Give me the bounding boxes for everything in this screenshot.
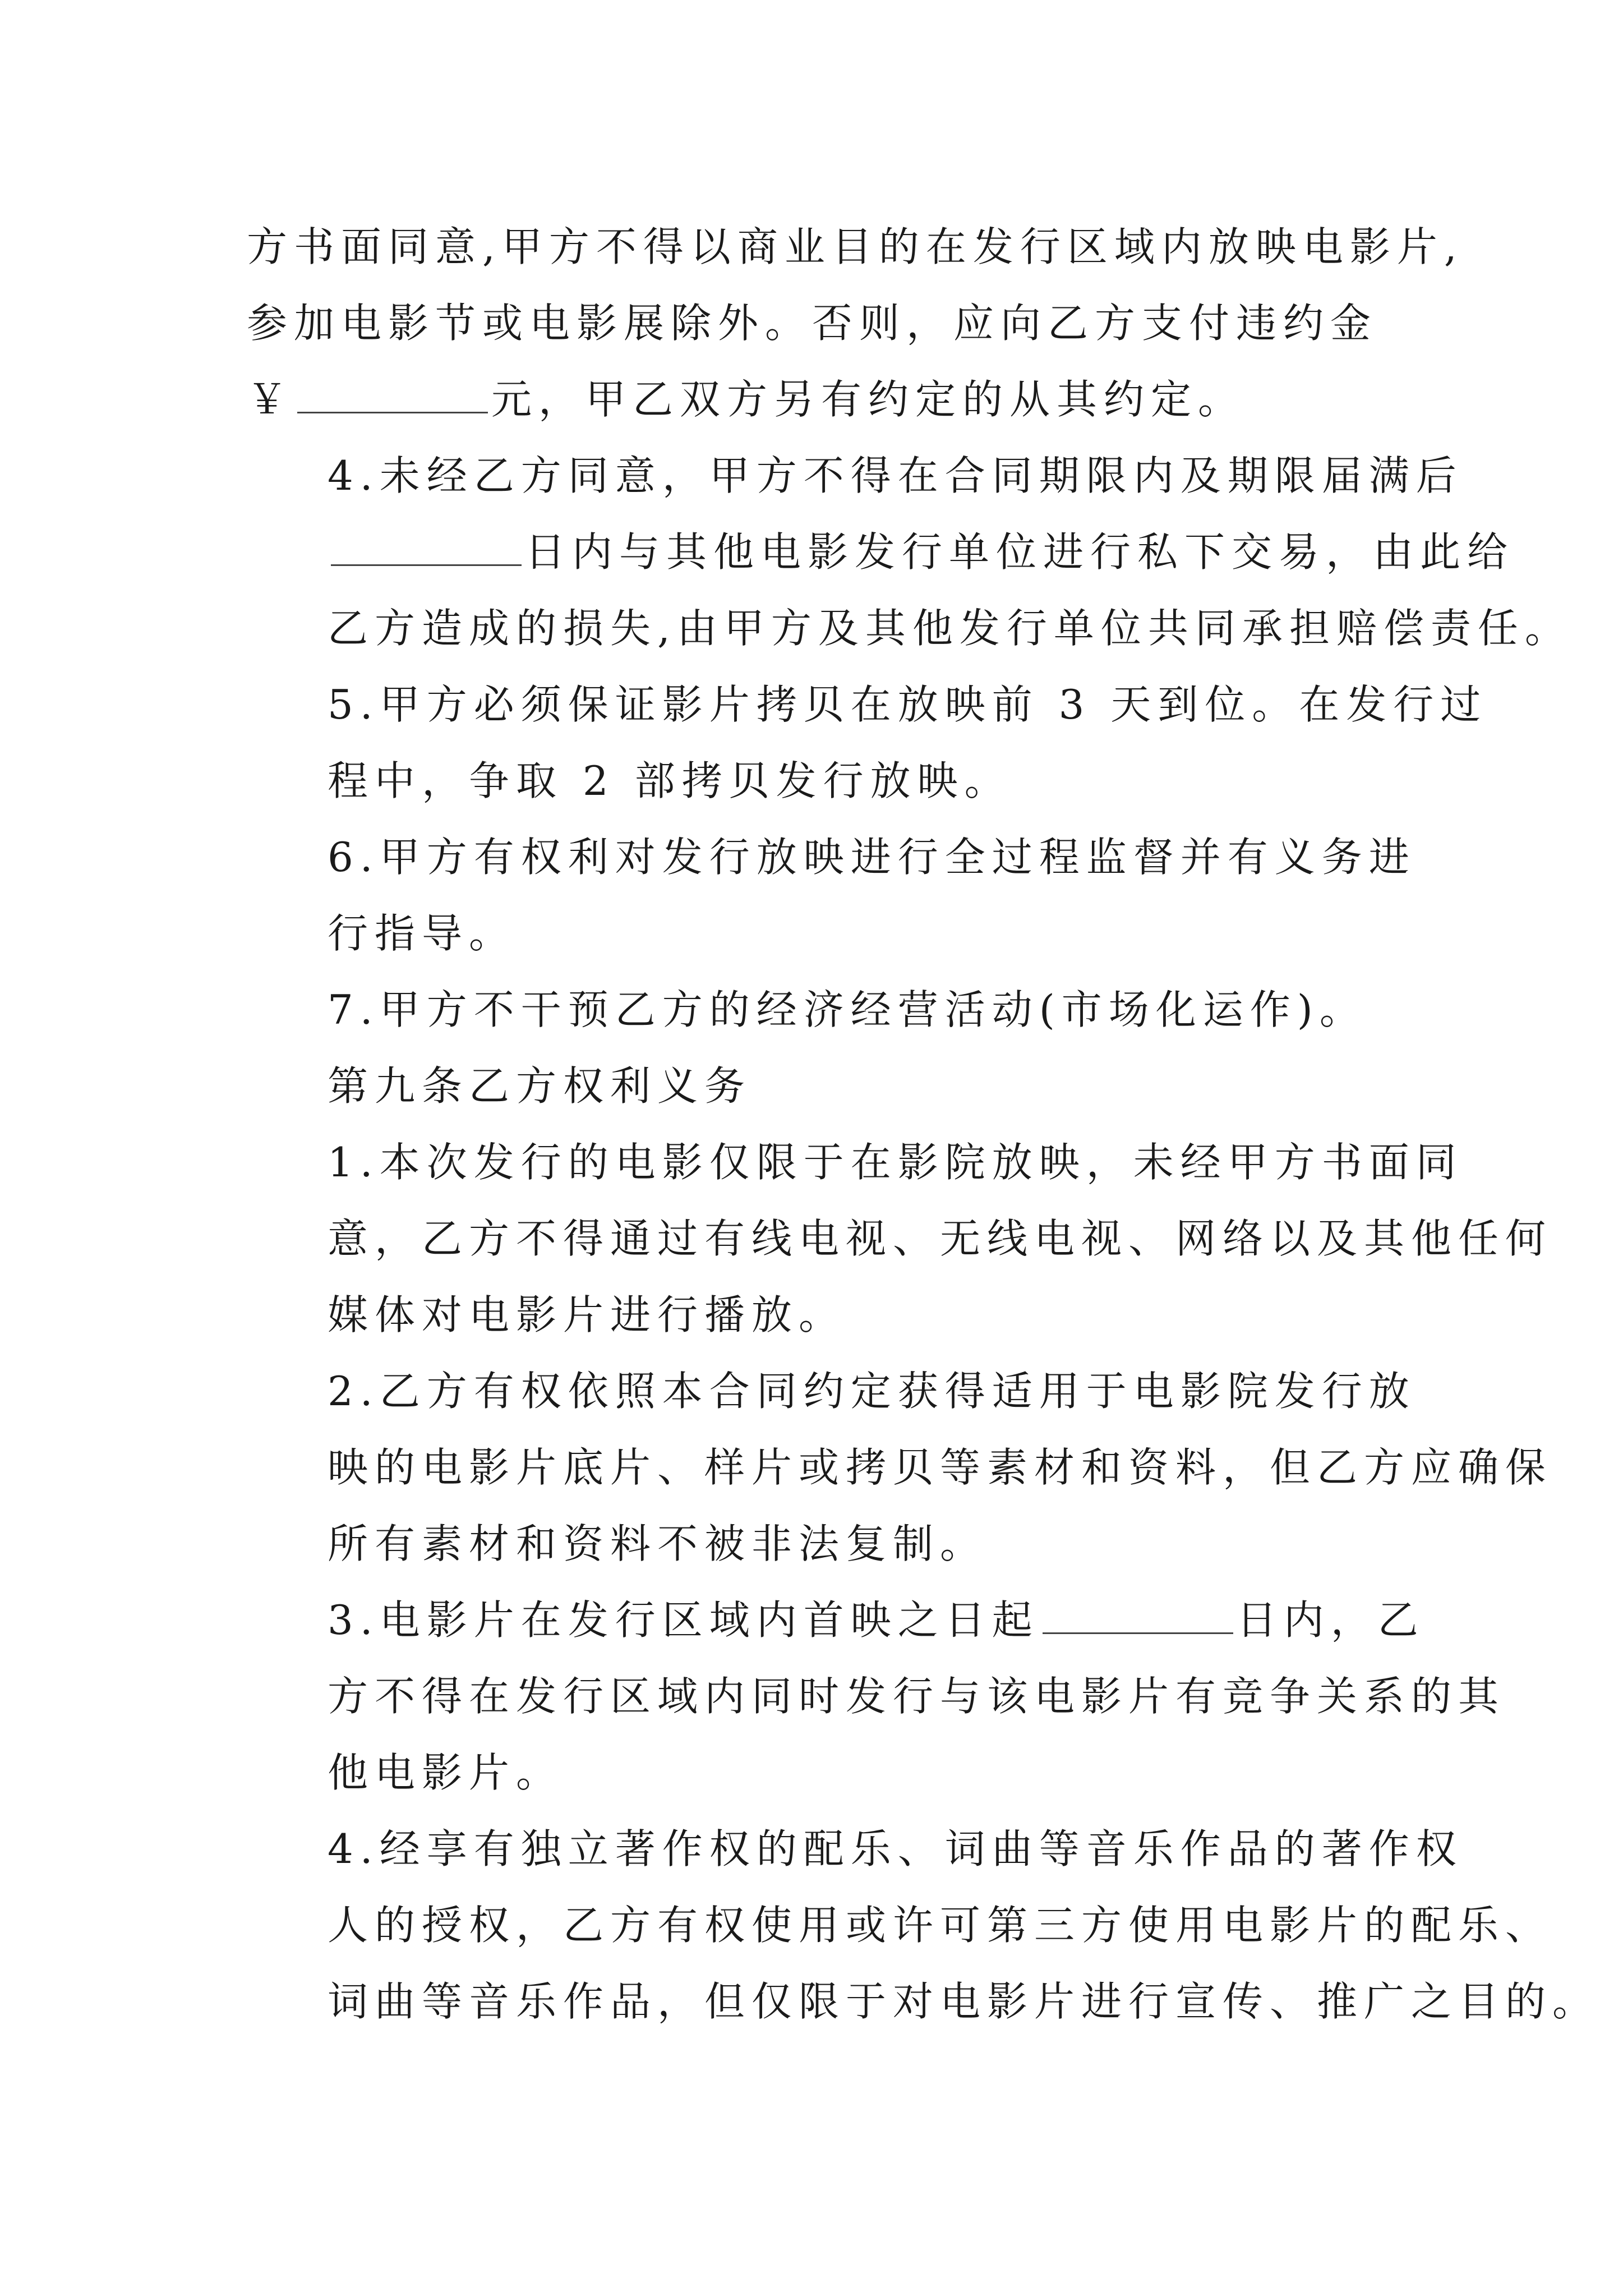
paragraph-p-9-3 (247, 1582, 1506, 1811)
text-line: 程中，争取 2 部拷贝发行放映。 (328, 757, 1012, 804)
text-line: 4.未经乙方同意，甲方不得在合同期限内及期限届满后 (328, 452, 1463, 499)
paragraph-p-5 (247, 666, 1488, 819)
paragraph-p-6 (247, 819, 1447, 972)
text-line: 映的电影片底片、样片或拷贝等素材和资料，但乙方应确保 (328, 1444, 1553, 1491)
text-line: 乙方造成的损失,由甲方及其他发行单位共同承担赔偿责任。 (328, 605, 1572, 652)
text-line: 6.甲方有权利对发行放映进行全过程监督并有义务进 (328, 834, 1416, 881)
paragraph-p-9-2 (247, 1353, 1553, 1582)
paragraph-p-4 (247, 438, 1572, 666)
text-line: 第九条乙方权利义务 (328, 1062, 752, 1110)
text-line: 所有素材和资料不被非法复制。 (328, 1520, 988, 1567)
text-line: 7.甲方不干预乙方的经济经营活动(市场化运作)。 (328, 986, 1367, 1033)
text-line (247, 1582, 1447, 1658)
text-line (247, 361, 1447, 438)
text-segment: 3.电影片在发行区域内首映之日起 (328, 1596, 1039, 1644)
text-line: 行指导。 (328, 910, 517, 957)
text-line: 媒体对电影片进行播放。 (328, 1291, 846, 1338)
fill-in-blank (297, 411, 488, 413)
text-segment: ￥ (247, 376, 294, 423)
text-line (247, 514, 1515, 590)
text-line: 方不得在发行区域内同时发行与该电影片有竞争关系的其 (328, 1673, 1506, 1720)
fill-in-blank (1043, 1632, 1233, 1634)
paragraph-p-continued (247, 209, 1464, 438)
text-line: 1.本次发行的电影仅限于在影院放映，未经甲方书面同 (328, 1139, 1463, 1186)
text-segment: 元，甲乙双方另有约定的从其约定。 (491, 376, 1246, 423)
paragraph-p-9-1 (247, 1124, 1553, 1353)
paragraph-p-9-4 (247, 1811, 1600, 2040)
text-line: 4.经享有独立著作权的配乐、词曲等音乐作品的著作权 (328, 1825, 1463, 1872)
text-line: 人的授权，乙方有权使用或许可第三方使用电影片的配乐、 (328, 1902, 1553, 1949)
text-line: 他电影片。 (328, 1749, 564, 1796)
text-line: 5.甲方必须保证影片拷贝在放映前 3 天到位。在发行过 (328, 681, 1488, 728)
paragraph-p-article-9 (247, 1048, 1447, 1124)
text-segment: 日内，乙 (1236, 1596, 1425, 1644)
text-line: 词曲等音乐作品，但仅限于对电影片进行宣传、推广之目的。 (328, 1978, 1600, 2025)
text-line: 意，乙方不得通过有线电视、无线电视、网络以及其他任何 (328, 1215, 1553, 1262)
paragraph-p-7 (247, 972, 1447, 1048)
text-line: 2.乙方有权依照本合同约定获得适用于电影院发行放 (328, 1368, 1416, 1415)
fill-in-blank (331, 564, 522, 566)
text-line: 方书面同意,甲方不得以商业目的在发行区域内放映电影片, (247, 223, 1464, 270)
contract-text-body (247, 209, 1600, 2040)
text-segment: 日内与其他电影发行单位进行私下交易，由此给 (525, 528, 1515, 576)
text-line: 参加电影节或电影展除外。否则，应向乙方支付违约金 (247, 300, 1378, 347)
